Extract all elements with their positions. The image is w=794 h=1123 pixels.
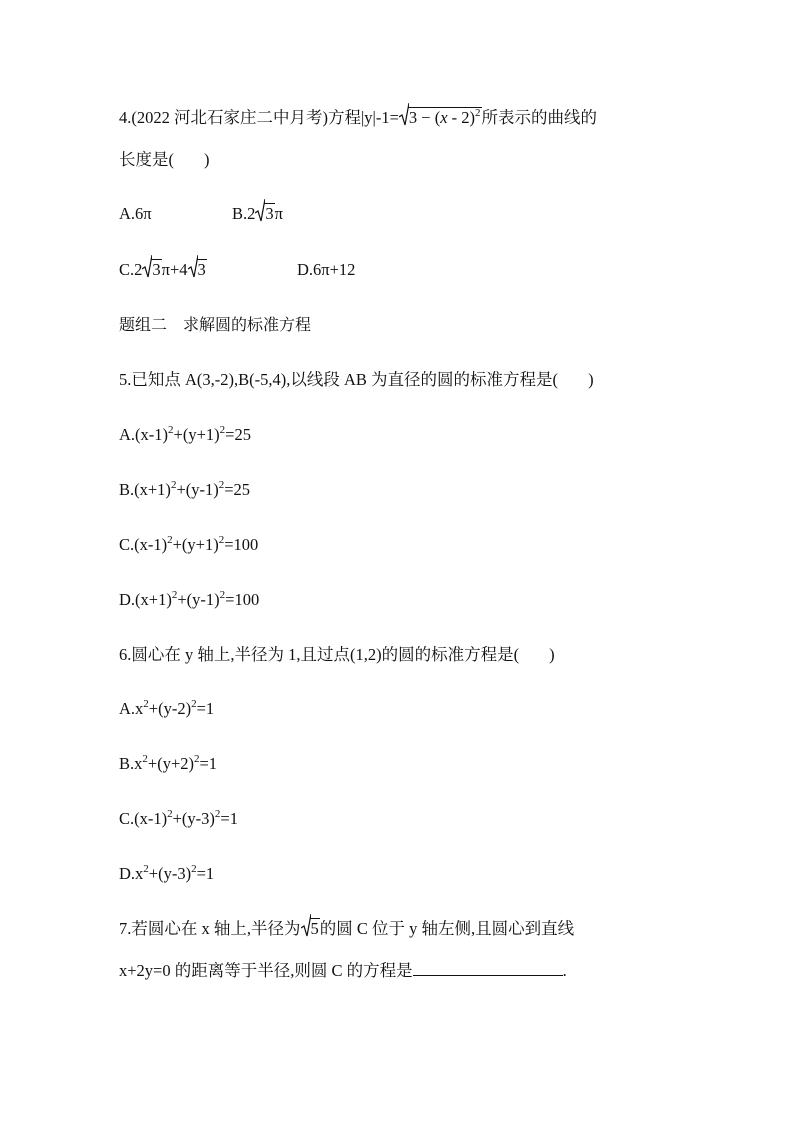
radical-sign-icon bbox=[255, 199, 265, 223]
radical-sign-icon bbox=[188, 255, 198, 279]
q7-stem-line2: x+2y=0 的距离等于半径,则圆 C 的方程是 . bbox=[119, 961, 567, 980]
q4-options-ab bbox=[119, 202, 283, 226]
radical-sign-icon bbox=[399, 103, 409, 127]
q5-option-b[interactable]: $B.(x+1)^2+(y-1)^2=25$ bbox=[119, 479, 251, 499]
q6-option-a[interactable]: $A.x^2+(y-2)^2=1$ bbox=[119, 698, 215, 718]
q6-option-d[interactable]: $D.x^2+(y-3)^2=1$ bbox=[119, 863, 215, 883]
answer-blank[interactable] bbox=[413, 961, 563, 976]
q7-stem-line1: 7.若圆心在 x 轴上,半径为 5的圆 C 位于 y 轴左侧,且圆心到直线 bbox=[119, 917, 574, 941]
q6-stem: 6.圆心在 y 轴上,半径为 1,且过点(1,2)的圆的标准方程是( ) bbox=[119, 645, 555, 664]
q5-option-d[interactable]: $D.(x+1)^2+(y-1)^2=100$ bbox=[119, 589, 260, 609]
q6-option-b[interactable]: $B.x^2+(y+2)^2=1$ bbox=[119, 753, 218, 773]
radical-sign-icon bbox=[301, 914, 311, 938]
q4-option-a[interactable]: A.6π bbox=[119, 204, 152, 223]
q4-option-d[interactable]: D.6π+12 bbox=[297, 260, 356, 279]
section-heading: 题组二 求解圆的标准方程 bbox=[119, 315, 312, 334]
sqrt-expression: 3 − (x - 2)$^2$ bbox=[399, 106, 482, 130]
q4-stem-line1: 4.(2022 河北石家庄二中月考)方程|y|-1= 3 − (x - 2)$^2$所表示的曲线的 bbox=[119, 106, 597, 130]
q6-option-c[interactable]: $C.(x-1)^2+(y-3)^2=1$ bbox=[119, 808, 238, 828]
q4-stem-line2: 长度是( ) bbox=[119, 150, 210, 169]
q4-option-c[interactable]: C.2 3π+4 3 bbox=[119, 260, 207, 279]
q4-options-cd bbox=[119, 258, 356, 282]
q4-option-b[interactable]: B.2 3π bbox=[232, 202, 283, 226]
radical-sign-icon bbox=[142, 255, 152, 279]
q5-option-a[interactable]: $A.(x-1)^2+(y+1)^2=25$ bbox=[119, 424, 251, 444]
q5-option-c[interactable]: $C.(x-1)^2+(y+1)^2=100$ bbox=[119, 534, 259, 554]
q5-stem: 5.已知点 A(3,-2),B(-5,4),以线段 AB 为直径的圆的标准方程是( ) bbox=[119, 370, 594, 389]
